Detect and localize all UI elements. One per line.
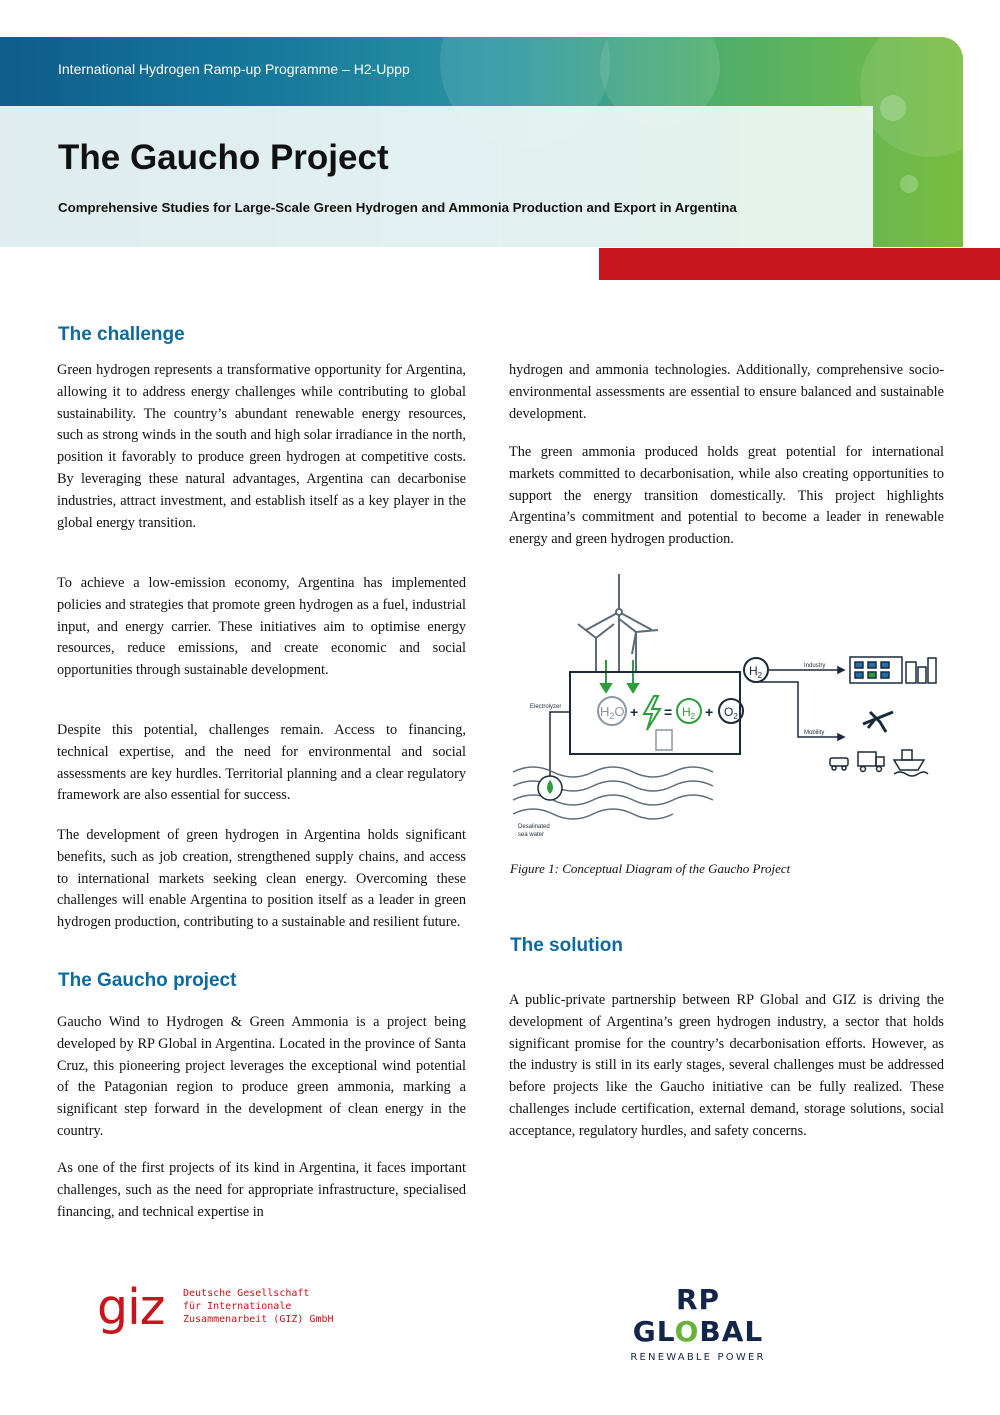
molecule-node-icon — [900, 175, 918, 193]
factory-icon — [850, 657, 936, 683]
electrolyzer-tank-icon — [656, 730, 672, 750]
rp-wordmark-part-a: RP GL — [632, 1283, 721, 1348]
giz-wordmark: giz — [97, 1279, 165, 1336]
challenge-paragraph-3: Despite this potential, challenges remain. Access to financing, technical expertise, and the need for environmental and social assessments are key hurdles. Territorial planning and a clear regulatory framework are also essential for success. — [57, 722, 466, 804]
ship-icon — [894, 750, 928, 776]
electricity-icon — [644, 696, 660, 730]
electrolyzer-label: Electrolyzer — [530, 704, 562, 710]
challenge-paragraph-1: Green hydrogen represents a transformative opportunity for Argentina, allowing it to address energy challenges while contributing to global sustainability. The country’s abundant renewable energy resources, such as strong winds in the south and high solar irradiance in the north, position it favorably to produce green hydrogen at competitive costs. By leveraging these natural advantages, Argentina can decarbonise industries, attract investment, and establish itself as a key player in the global energy transition. — [57, 362, 466, 531]
sea-water-label: sea water — [518, 832, 545, 838]
rp-wordmark-part-b: BAL — [699, 1315, 764, 1348]
desalinated-label: Desalinated — [518, 824, 550, 830]
airplane-icon — [863, 712, 893, 732]
accent-bar — [599, 248, 1000, 280]
decorative-bubble — [860, 37, 963, 157]
section-heading-challenge: The challenge — [58, 324, 185, 345]
h2-product-label: $H_2$ — [682, 705, 696, 721]
rp-global-tagline: RENEWABLE POWER — [630, 1352, 766, 1363]
car-icon — [830, 758, 848, 770]
electrolyzer-box — [570, 672, 740, 754]
figure-caption: Figure 1: Conceptual Diagram of the Gaucho Project — [510, 861, 791, 876]
equals-sign: = — [664, 704, 673, 720]
giz-name-line-3: Zusammenarbeit (GIZ) GmbH — [183, 1314, 334, 1325]
rp-global-logo — [608, 1283, 788, 1363]
h2o-label: $H_2O$ — [600, 704, 625, 721]
gaucho-paragraph-1: Gaucho Wind to Hydrogen & Green Ammonia is a project being developed by RP Global in Argentina. Located in the province of Santa Cruz, this pioneering project leverages the exceptional wind potential of the Patagonian region to produce green ammonia, marking a significant step forward in the development of clean energy in the country. — [57, 1014, 466, 1139]
o2-label: $O_2$ — [724, 705, 738, 721]
truck-icon — [858, 752, 884, 772]
challenge-paragraph-4: The development of green hydrogen in Argentina holds significant benefits, such as job creation, strengthened supply chains, and access to international markets seeking clean energy. Overcoming these challenges will enable Argentina to position itself as a leader in green hydrogen production, contributing to a sustainable and resilient future. — [57, 827, 466, 931]
solution-paragraph-1: A public-private partnership between RP Global and GIZ is driving the development of Argentina’s green hydrogen industry, a sector that holds significant promise for the country’s decarbonisation efforts. However, as the industry is still in its early stages, several challenges must be addressed before projects like the Gaucho initiative can be fully realized. These challenges include certification, external demand, storage solutions, social acceptance, regulatory hurdles, and safety concerns. — [509, 992, 944, 1139]
right-paragraph-2: The green ammonia produced holds great potential for international markets committed to decarbonisation, while also creating opportunities to support the energy transition domestically. This project highlights Argentina’s commitment and potential to become a leader in renewable energy and green hydrogen production. — [509, 444, 944, 548]
mobility-label: Mobility — [804, 730, 825, 736]
molecule-node-icon — [880, 95, 906, 121]
giz-logo — [97, 1279, 337, 1343]
gaucho-paragraph-2: As one of the first projects of its kind in Argentina, it faces important challenges, such as the need for appropriate infrastructure, specialised financing, and technical expertise in — [57, 1160, 466, 1220]
water-intake-line — [550, 712, 570, 777]
challenge-paragraph-2: To achieve a low-emission economy, Argentina has implemented policies and strategies that promote green hydrogen as a fuel, industrial input, and energy carrier. These initiatives aim to optimise energy resources, reduce emissions, and create economic and social opportunities through sustainable development. — [57, 575, 466, 679]
h2-output-label: $H_2$ — [749, 664, 763, 680]
gaucho-concept-diagram — [508, 572, 948, 842]
page-title: The Gaucho Project — [58, 138, 389, 177]
giz-full-name — [183, 1287, 334, 1326]
wind-turbine-icon — [578, 574, 658, 672]
industry-label: Industry — [804, 663, 826, 669]
right-paragraph-1: hydrogen and ammonia technologies. Additionally, comprehensive socio-environmental assessments are essential to ensure balanced and sustainable development. — [509, 362, 944, 422]
rp-wordmark-o: O — [674, 1315, 700, 1348]
plus-sign: + — [630, 704, 639, 720]
programme-label: International Hydrogen Ramp-up Programme – H2-Uppp — [58, 61, 410, 77]
plus-sign: + — [705, 704, 714, 720]
page-subtitle: Comprehensive Studies for Large-Scale Green Hydrogen and Ammonia Production and Export in Argentina — [58, 200, 737, 215]
giz-name-line-1: Deutsche Gesellschaft — [183, 1288, 310, 1299]
giz-name-line-2: für Internationale — [183, 1301, 292, 1312]
section-heading-gaucho: The Gaucho project — [58, 970, 237, 991]
rp-global-wordmark — [608, 1284, 788, 1348]
section-heading-solution: The solution — [510, 935, 623, 956]
